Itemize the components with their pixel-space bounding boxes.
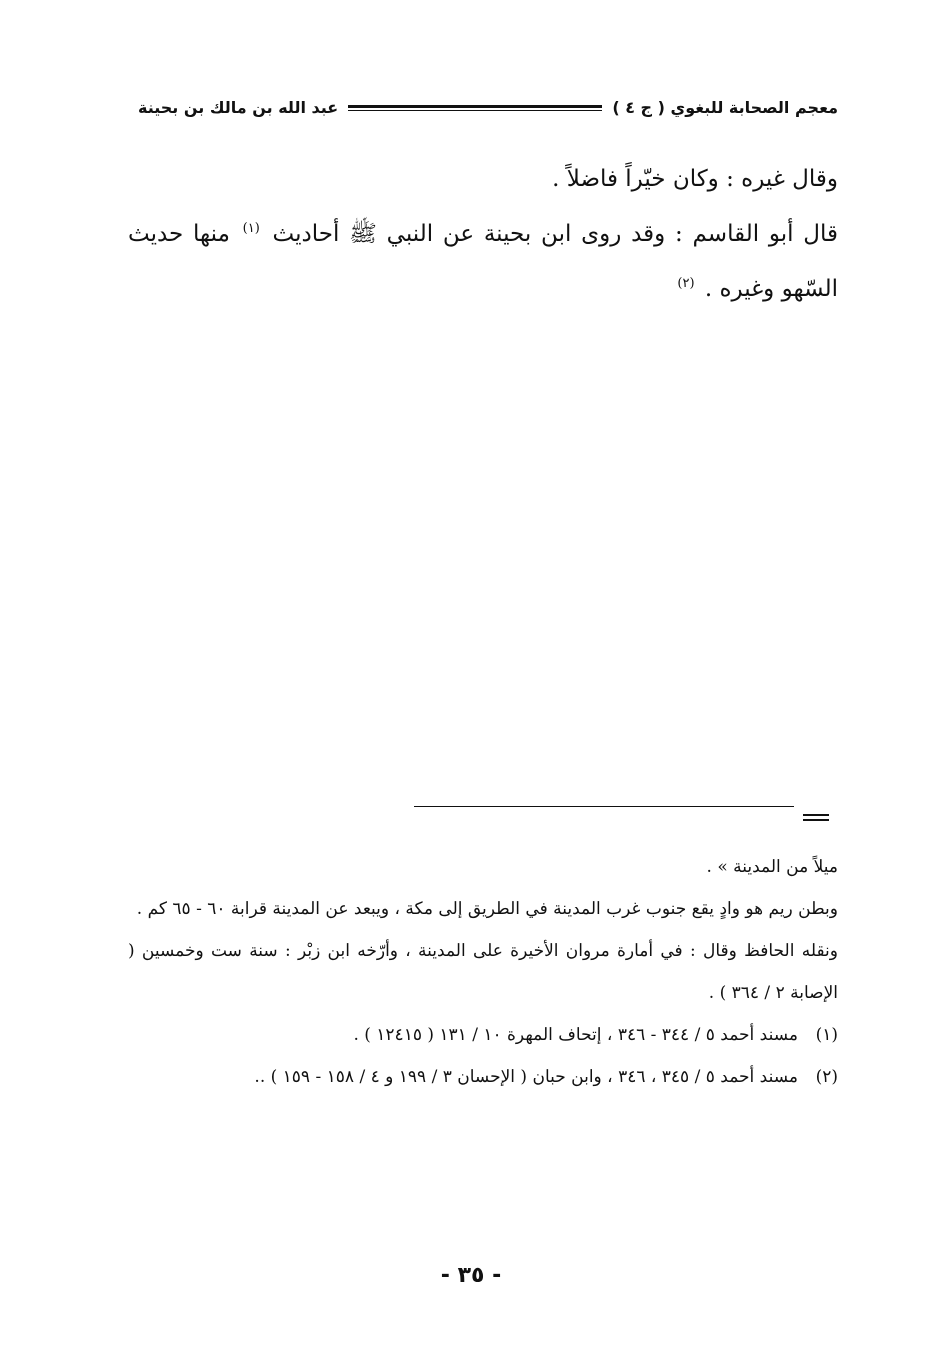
footnote-continuation-1: ميلاً من المدينة » . (706, 857, 838, 877)
footnote-separator (414, 806, 794, 807)
footnote-1 (128, 1014, 838, 1056)
footnote-2 (128, 1056, 838, 1098)
footnote-continuation-mark (803, 814, 829, 824)
body-para2-tail: منها حديث السّهو وغيره . (128, 221, 838, 302)
body-line-1: وقال غيره : وكان خيّراً فاضلاً . (552, 166, 838, 192)
footnote-ref-2[interactable]: (٢) (677, 276, 695, 292)
page-number: - ٣٥ - (440, 1263, 502, 1288)
running-header (138, 96, 838, 120)
header-book-title: معجم الصحابة للبغوي ( ج ٤ ) (612, 98, 838, 117)
body-para2-main: قال أبو القاسم : وقد روى ابن بحينة عن النبي ﷺ أحاديث (272, 221, 838, 247)
main-text (128, 152, 838, 317)
footnote-1-number: (١) (815, 1025, 838, 1045)
footnote-1-text: مسند أحمد ٥ / ٣٤٤ - ٣٤٦ ، إتحاف المهرة ١٠ / ١٣١ ( ١٢٤١٥ ) . (353, 1025, 798, 1045)
footnote-2-number: (٢) (815, 1067, 838, 1087)
header-entry-title: عبد الله بن مالك بن بحينة (138, 98, 339, 117)
footnote-2-text: مسند أحمد ٥ / ٣٤٥ ، ٣٤٦ ، وابن حبان ( الإحسان ٣ / ١٩٩ و ٤ / ١٥٨ - ١٥٩ ) .. (254, 1067, 798, 1087)
header-rule (348, 105, 602, 111)
footnotes (128, 846, 838, 1098)
footnote-continuation-2: وبطن ريم هو وادٍ يقع جنوب غرب المدينة في الطريق إلى مكة ، ويبعد عن المدينة قرابة ٦٠ - ٦٥ كم . (136, 899, 838, 919)
footnote-continuation-3: ونقله الحافظ وقال : في أمارة مروان الأخيرة على المدينة ، وأرّخه ابن زبْر : سنة ست وخمسين ( الإصابة ٢ / ٣٦٤ ) . (128, 941, 838, 1003)
footnote-ref-1[interactable]: (١) (242, 221, 260, 237)
body-paragraph-2 (128, 207, 838, 317)
